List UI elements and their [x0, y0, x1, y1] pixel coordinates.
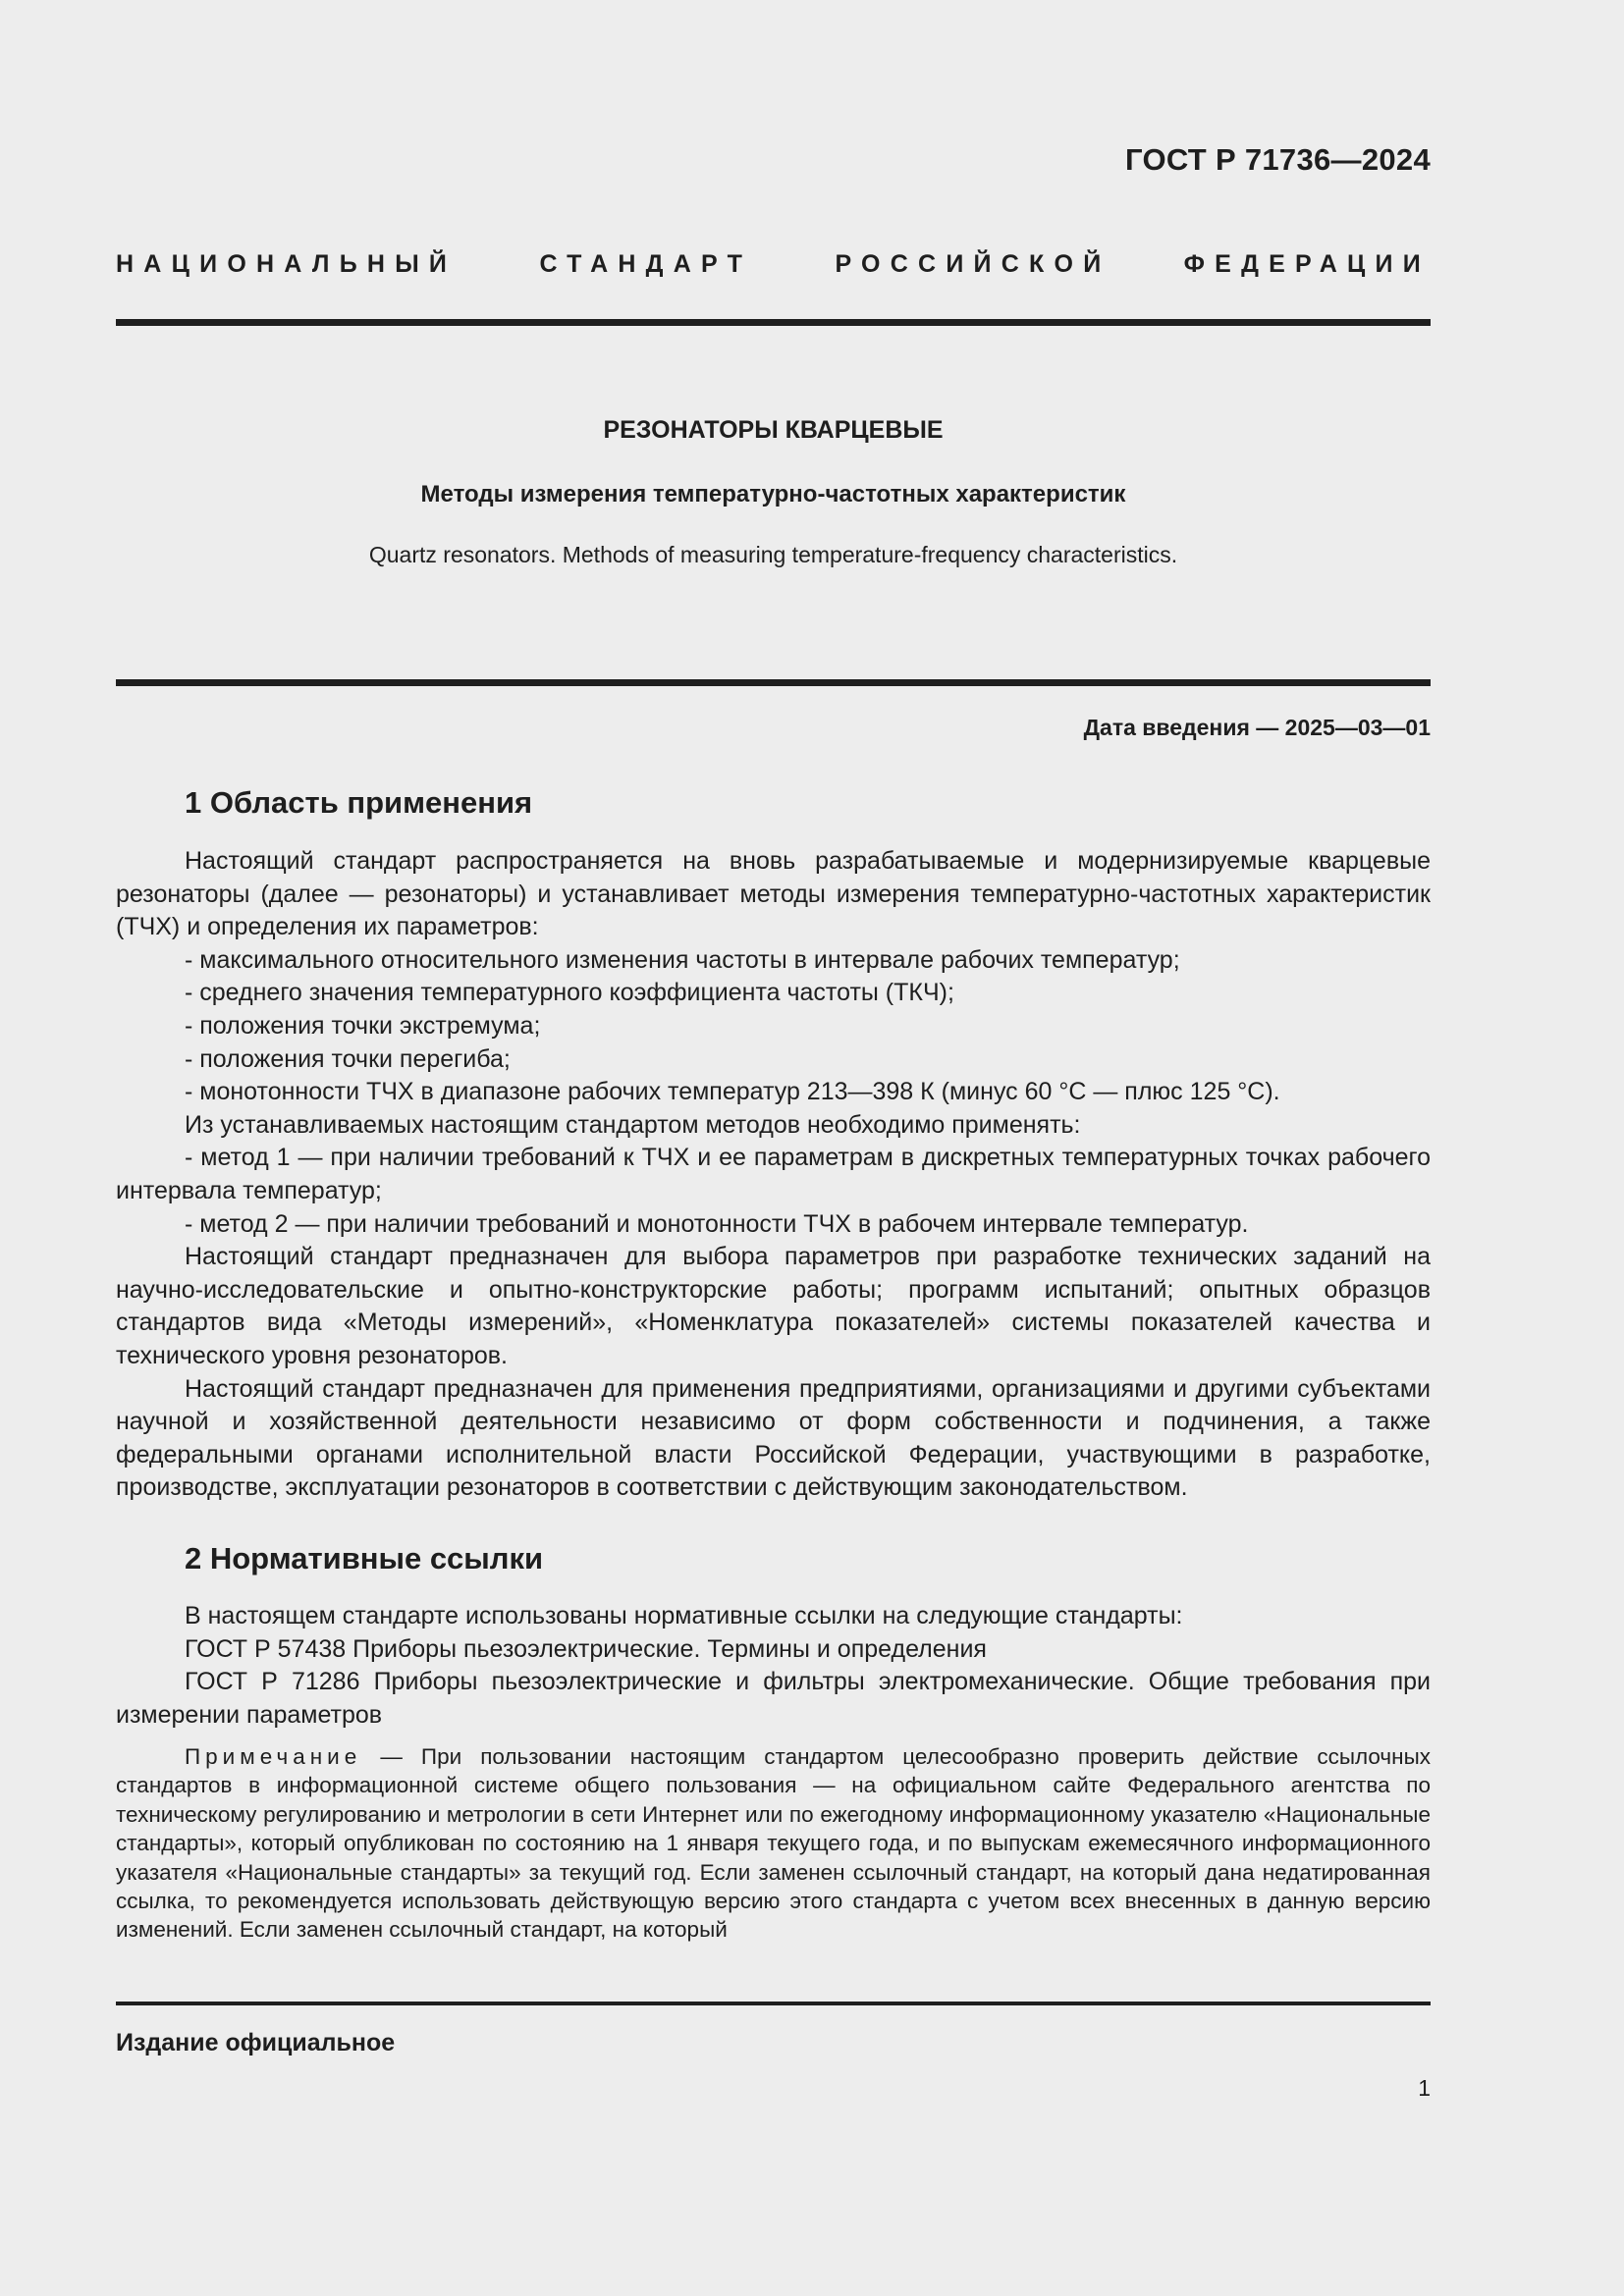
introduction-date: Дата введения — 2025—03—01 [1083, 715, 1431, 740]
doc-number: ГОСТ Р 71736—2024 [1125, 142, 1431, 177]
banner-word: ФЕДЕРАЦИИ [1183, 250, 1431, 278]
list-item: - метод 2 — при наличии требований и монотонности ТЧХ в рабочем интервале температур. [185, 1209, 1249, 1238]
reference-item: ГОСТ Р 57438 Приборы пьезоэлектрические. Термины и определения [185, 1634, 987, 1663]
note-block [116, 1742, 1431, 1945]
paragraph: В настоящем стандарте использованы нормативные ссылки на следующие стандарты: [185, 1602, 1183, 1629]
doc-subtitle: Методы измерения температурно-частотных характеристик [420, 481, 1126, 507]
document-page [116, 0, 1431, 2296]
reference-item: ГОСТ Р 71286 Приборы пьезоэлектрические и фильтры электромеханические. Общие требования при измерении параметров [116, 1668, 1431, 1729]
note-label: Примечание [185, 1744, 362, 1769]
paragraph: Настоящий стандарт предназначен для применения предприятиями, организациями и другими субъектами научной и хозяйственной деятельности независимо от форм собственности и подчинения, а также федеральными органами исполнительной власти Российской Федерации, участвующими в разработке, производстве, эксплуатации резонаторов в соответствии с действующим законодательством. [116, 1374, 1431, 1502]
title-divider [116, 679, 1431, 686]
list-item: - монотонности ТЧХ в диапазоне рабочих температур 213—398 К (минус 60 °С — плюс 125 °С). [185, 1078, 1280, 1106]
list-item: - положения точки перегиба; [185, 1044, 511, 1073]
paragraph: Настоящий стандарт распространяется на вновь разрабатываемые и модернизируемые кварцевые резонаторы (далее — резонаторы) и устанавливает методы измерения температурно-частотных характеристик (ТЧХ) и определения их параметров: [116, 847, 1431, 941]
paragraph: Настоящий стандарт предназначен для выбора параметров при разработке технических заданий на научно-исследовательские и опытно-конструкторские работы; программ испытаний; опытных образцов стандартов вида «Методы измерений», «Номенклатура показателей» системы показателей качества и технического уровня резонаторов. [116, 1243, 1431, 1369]
doc-english-title: Quartz resonators. Methods of measuring temperature-frequency characteristics. [368, 542, 1178, 567]
official-edition-label: Издание официальное [116, 2029, 396, 2056]
note-text: — При пользовании настоящим стандартом целесообразно проверить действие ссылочных стандартов в информационной системе общего пользования — на официальном сайте Федерального агентства по техническому регулированию и метрологии в сети Интернет или по ежегодному информационному указателю «Национальные стандарты», который опубликован по состоянию на 1 января текущего года, и по выпускам ежемесячного информационного указателя «Национальные стандарты» за текущий год. Если заменен ссылочный стандарт, на который дана недатированная ссылка, то рекомендуется использовать действующую версию этого стандарта с учетом всех внесенных в данную версию изменений. Если заменен ссылочный стандарт, на который [116, 1744, 1431, 1943]
page-number: 1 [1418, 2075, 1431, 2101]
section-1-heading: 1 Область применения [185, 785, 533, 820]
footer-divider [116, 2002, 1431, 2005]
top-divider [116, 319, 1431, 326]
section-2-body [116, 1600, 1431, 1732]
list-item: - максимального относительного изменения частоты в интервале рабочих температур; [185, 945, 1180, 974]
banner-word: НАЦИОНАЛЬНЫЙ [116, 250, 458, 278]
doc-title: РЕЗОНАТОРЫ КВАРЦЕВЫЕ [603, 416, 944, 444]
banner-word: РОССИЙСКОЙ [835, 250, 1111, 278]
list-item: - положения точки экстремума; [185, 1011, 541, 1040]
paragraph: Из устанавливаемых настоящим стандартом методов необходимо применять: [185, 1110, 1081, 1139]
list-item: - среднего значения температурного коэффициента частоты (ТКЧ); [185, 979, 954, 1007]
list-item: - метод 1 — при наличии требований к ТЧХ и ее параметрам в дискретных температурных точках рабочего интервала температур; [116, 1144, 1431, 1204]
note-paragraph [116, 1742, 1431, 1945]
banner-word: СТАНДАРТ [539, 250, 753, 278]
section-2-heading: 2 Нормативные ссылки [185, 1541, 544, 1575]
section-1-body [116, 845, 1431, 1505]
